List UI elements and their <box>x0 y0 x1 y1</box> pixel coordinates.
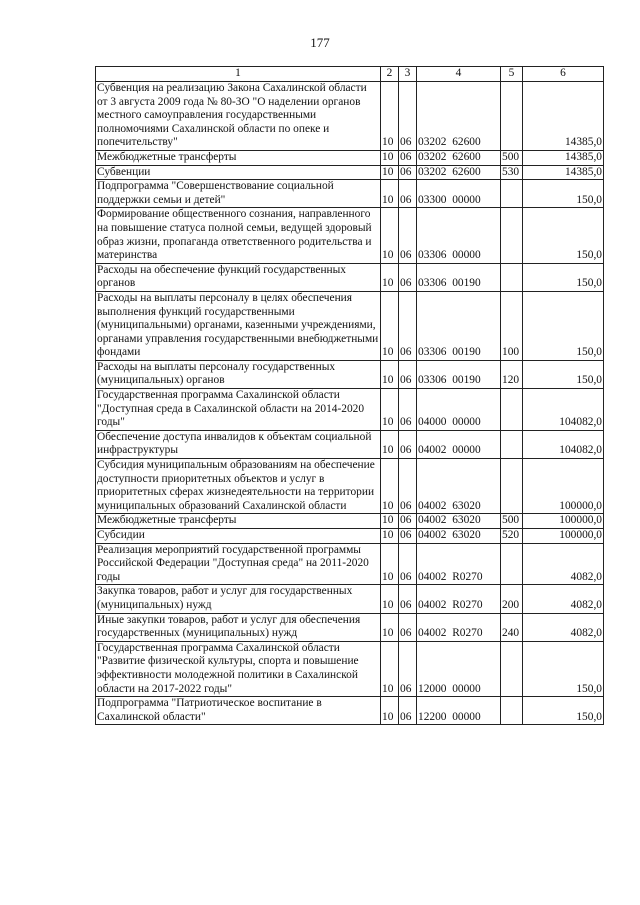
row-target-code <box>417 180 501 208</box>
row-name: Иные закупки товаров, работ и услуг для обеспечения государственных (муниципальных) нужд <box>96 613 381 641</box>
row-section: 10 <box>381 459 399 514</box>
row-subsection: 06 <box>399 360 417 388</box>
row-expense-type: 500 <box>501 514 523 529</box>
col-header-2: 2 <box>381 67 399 82</box>
row-target-code-direction: 62600 <box>452 150 481 163</box>
row-name: Государственная программа Сахалинской области "Доступная среда в Сахалинской области на 2014-2020 годы" <box>96 389 381 431</box>
row-target-code <box>417 529 501 544</box>
row-target-code <box>417 543 501 585</box>
row-section: 10 <box>381 430 399 458</box>
row-subsection: 06 <box>399 459 417 514</box>
row-expense-type <box>501 180 523 208</box>
row-target-code-direction: 00000 <box>452 416 481 429</box>
row-target-code-program: 03202 <box>418 150 447 163</box>
row-target-code <box>417 165 501 180</box>
row-target-code-program: 04002 <box>418 444 447 457</box>
table-row <box>96 543 604 585</box>
row-section: 10 <box>381 585 399 613</box>
row-name: Субвенция на реализацию Закона Сахалинской области от 3 августа 2009 года № 80-ЗО "О наделении органов местного самоуправления государственными полномочиями Сахалинской области по опеке и попечительству" <box>96 82 381 151</box>
row-section: 10 <box>381 641 399 696</box>
row-expense-type <box>501 430 523 458</box>
row-amount: 14385,0 <box>523 165 604 180</box>
row-target-code-direction: 00000 <box>452 444 481 457</box>
row-expense-type: 200 <box>501 585 523 613</box>
row-amount: 4082,0 <box>523 585 604 613</box>
row-name: Государственная программа Сахалинской области "Развитие физической культуры, спорта и повышение эффективности молодежной политики в Сахалинской области на 2017-2022 годы" <box>96 641 381 696</box>
row-target-code-program: 12000 <box>418 682 447 695</box>
row-target-code <box>417 360 501 388</box>
row-target-code <box>417 82 501 151</box>
row-amount: 150,0 <box>523 697 604 725</box>
row-section: 10 <box>381 529 399 544</box>
table-row <box>96 291 604 360</box>
table-row <box>96 150 604 165</box>
row-section: 10 <box>381 263 399 291</box>
row-target-code-direction: 00190 <box>452 277 481 290</box>
row-target-code-program: 04002 <box>418 627 447 640</box>
row-target-code-direction: R0270 <box>452 598 483 611</box>
row-subsection: 06 <box>399 208 417 263</box>
row-amount: 100000,0 <box>523 514 604 529</box>
col-header-4: 4 <box>417 67 501 82</box>
row-amount: 150,0 <box>523 291 604 360</box>
row-target-code <box>417 585 501 613</box>
row-target-code-direction: 00000 <box>452 682 481 695</box>
row-expense-type <box>501 82 523 151</box>
row-amount: 150,0 <box>523 263 604 291</box>
row-target-code-direction: 62600 <box>452 165 481 178</box>
row-amount: 150,0 <box>523 360 604 388</box>
col-header-5: 5 <box>501 67 523 82</box>
row-target-code-program: 04000 <box>418 416 447 429</box>
col-header-6: 6 <box>523 67 604 82</box>
row-target-code-direction: 00190 <box>452 374 481 387</box>
row-target-code <box>417 150 501 165</box>
table-row <box>96 529 604 544</box>
table-row <box>96 180 604 208</box>
row-expense-type <box>501 389 523 431</box>
row-expense-type: 120 <box>501 360 523 388</box>
table-row <box>96 389 604 431</box>
row-target-code-program: 04002 <box>418 499 447 512</box>
row-target-code-program: 04002 <box>418 598 447 611</box>
row-subsection: 06 <box>399 150 417 165</box>
row-name: Субсидии <box>96 529 381 544</box>
table-row <box>96 263 604 291</box>
row-target-code <box>417 613 501 641</box>
table-row <box>96 613 604 641</box>
row-target-code-direction: 63020 <box>452 514 481 527</box>
row-name: Межбюджетные трансферты <box>96 150 381 165</box>
row-amount: 104082,0 <box>523 430 604 458</box>
table-row <box>96 697 604 725</box>
budget-table <box>95 66 604 725</box>
row-expense-type <box>501 208 523 263</box>
table-row <box>96 585 604 613</box>
row-expense-type: 500 <box>501 150 523 165</box>
row-section: 10 <box>381 697 399 725</box>
row-target-code-direction: 63020 <box>452 529 481 541</box>
row-subsection: 06 <box>399 180 417 208</box>
row-target-code-direction: 00190 <box>452 346 481 359</box>
row-section: 10 <box>381 165 399 180</box>
row-name: Субсидия муниципальным образованиям на обеспечение доступности приоритетных объектов и услуг в приоритетных сферах жизнедеятельности на территории муниципальных образований Сахалинской области <box>96 459 381 514</box>
row-section: 10 <box>381 291 399 360</box>
row-target-code-program: 03306 <box>418 277 447 290</box>
row-subsection: 06 <box>399 82 417 151</box>
row-expense-type <box>501 543 523 585</box>
row-target-code <box>417 459 501 514</box>
row-subsection: 06 <box>399 613 417 641</box>
row-target-code-direction: R0270 <box>452 570 483 583</box>
table-row <box>96 82 604 151</box>
row-expense-type: 100 <box>501 291 523 360</box>
row-expense-type: 530 <box>501 165 523 180</box>
row-target-code-program: 03300 <box>418 193 447 206</box>
row-target-code-program: 04002 <box>418 570 447 583</box>
row-amount: 100000,0 <box>523 459 604 514</box>
row-target-code-program: 04002 <box>418 514 447 527</box>
row-section: 10 <box>381 514 399 529</box>
row-name: Расходы на выплаты персоналу в целях обеспечения выполнения функций государственными (муниципальными) органами, казенными учреждениями, органами управления государственными внебюджетными фондами <box>96 291 381 360</box>
row-amount: 150,0 <box>523 208 604 263</box>
row-amount: 100000,0 <box>523 529 604 544</box>
row-subsection: 06 <box>399 514 417 529</box>
row-name: Расходы на обеспечение функций государственных органов <box>96 263 381 291</box>
row-expense-type <box>501 697 523 725</box>
row-section: 10 <box>381 389 399 431</box>
row-subsection: 06 <box>399 263 417 291</box>
row-name: Реализация мероприятий государственной программы Российской Федерации "Доступная среда" на 2011-2020 годы <box>96 543 381 585</box>
row-subsection: 06 <box>399 641 417 696</box>
row-target-code <box>417 291 501 360</box>
row-name: Подпрограмма "Совершенствование социальной поддержки семьи и детей" <box>96 180 381 208</box>
row-subsection: 06 <box>399 165 417 180</box>
row-subsection: 06 <box>399 697 417 725</box>
row-expense-type: 520 <box>501 529 523 544</box>
row-target-code-direction: R0270 <box>452 627 483 640</box>
page-number: 177 <box>310 35 330 50</box>
row-target-code <box>417 208 501 263</box>
row-amount: 4082,0 <box>523 613 604 641</box>
row-section: 10 <box>381 543 399 585</box>
row-target-code-direction: 62600 <box>452 136 481 149</box>
row-amount: 104082,0 <box>523 389 604 431</box>
row-amount: 150,0 <box>523 641 604 696</box>
row-target-code-program: 03202 <box>418 165 447 178</box>
row-expense-type <box>501 263 523 291</box>
row-name: Подпрограмма "Патриотическое воспитание в Сахалинской области" <box>96 697 381 725</box>
row-target-code-program: 03306 <box>418 374 447 387</box>
row-name: Расходы на выплаты персоналу государственных (муниципальных) органов <box>96 360 381 388</box>
row-name: Формирование общественного сознания, направленного на повышение статуса полной семьи, ведущей здоровый образ жизни, пропаганда ответственного родительства и материнства <box>96 208 381 263</box>
row-target-code-program: 04002 <box>418 529 447 541</box>
row-amount: 14385,0 <box>523 150 604 165</box>
row-target-code-direction: 00000 <box>452 249 481 262</box>
table-row <box>96 459 604 514</box>
table-row <box>96 641 604 696</box>
col-header-1: 1 <box>96 67 381 82</box>
row-section: 10 <box>381 82 399 151</box>
row-name: Обеспечение доступа инвалидов к объектам социальной инфраструктуры <box>96 430 381 458</box>
row-target-code-program: 03306 <box>418 249 447 262</box>
row-target-code-program: 03306 <box>418 346 447 359</box>
header-row <box>96 67 604 82</box>
table-row <box>96 208 604 263</box>
row-expense-type: 240 <box>501 613 523 641</box>
row-subsection: 06 <box>399 529 417 544</box>
row-target-code <box>417 263 501 291</box>
row-target-code-direction: 63020 <box>452 499 481 512</box>
row-name: Закупка товаров, работ и услуг для государственных (муниципальных) нужд <box>96 585 381 613</box>
row-subsection: 06 <box>399 389 417 431</box>
col-header-3: 3 <box>399 67 417 82</box>
row-target-code <box>417 389 501 431</box>
row-amount: 4082,0 <box>523 543 604 585</box>
row-expense-type <box>501 641 523 696</box>
row-section: 10 <box>381 613 399 641</box>
row-target-code <box>417 641 501 696</box>
row-amount: 150,0 <box>523 180 604 208</box>
row-target-code-program: 03202 <box>418 136 447 149</box>
row-target-code-direction: 00000 <box>452 710 481 723</box>
row-section: 10 <box>381 208 399 263</box>
row-name: Субвенции <box>96 165 381 180</box>
row-subsection: 06 <box>399 543 417 585</box>
row-subsection: 06 <box>399 585 417 613</box>
row-target-code <box>417 430 501 458</box>
table-row <box>96 430 604 458</box>
row-target-code-direction: 00000 <box>452 193 481 206</box>
row-section: 10 <box>381 360 399 388</box>
row-name: Межбюджетные трансферты <box>96 514 381 529</box>
table-row <box>96 165 604 180</box>
row-target-code-program: 12200 <box>418 710 447 723</box>
row-target-code <box>417 514 501 529</box>
row-subsection: 06 <box>399 291 417 360</box>
row-amount: 14385,0 <box>523 82 604 151</box>
table-row <box>96 360 604 388</box>
row-expense-type <box>501 459 523 514</box>
table-row <box>96 514 604 529</box>
row-section: 10 <box>381 180 399 208</box>
row-target-code <box>417 697 501 725</box>
row-subsection: 06 <box>399 430 417 458</box>
row-section: 10 <box>381 150 399 165</box>
